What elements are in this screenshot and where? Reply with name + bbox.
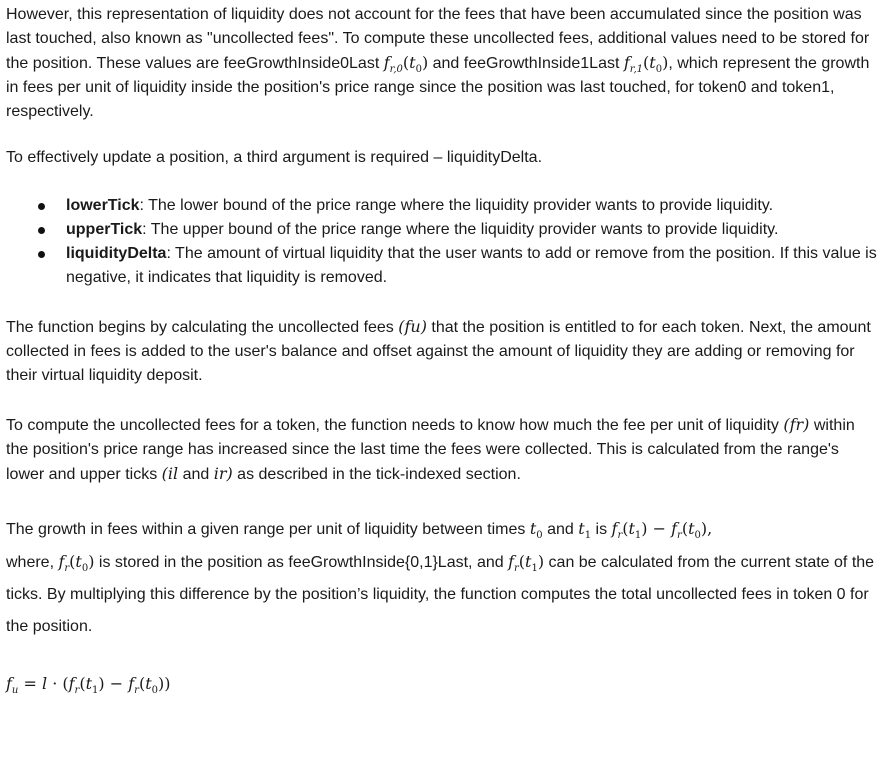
math-fr-t1: $f_r(t_1)$	[508, 552, 545, 574]
paragraph-growth-in-fees: The growth in fees within a given range per unit of liquidity between times $t_0$ and $t_1$ is $f_r(t_1) - f_r(t_0)$, where, $f_r(t_0)$ is stored in the position as feeGrowthInside{0,1}Last, and $f_r(t_1)$ can be calculated from the current state of the ticks. By multiplying this difference by the position’s liquidity, the function computes the total uncollected fees in token 0 for the position.	[6, 519, 875, 635]
list-item-upper-tick: upperTick: The upper bound of the price range where the liquidity provider wants to provide liquidity.	[66, 218, 878, 242]
math-fu: (fu)	[398, 317, 427, 336]
math-t1: $t_1$	[578, 519, 592, 541]
equation-uncollected-fees: $f_u = l \cdot (f_r(t_1) - f_r(t_0))$	[6, 674, 171, 696]
paragraph-uncollected-fees: However, this representation of liquidity does not account for the fees that have been accumulated since the position was last touched, also known as "uncollected fees". To compute these uncollected fees, additional values need to be stored for the position. These values are feeGrowthInside0Last $f_{r,0}(t_0)$ and feeGrowthInside1Last $f_{r,1}(t_0)$, which represent the growth in fees per unit of liquidity inside the position's price range since the position was last touched, for token0 and token1, respectively.	[6, 6, 870, 120]
paragraph-function-begins: The function begins by calculating the uncollected fees (fu) that the position is entitled to for each token. Next, the amount collected in fees is added to the user's balance and offset against the amount of liquidity they are adding or removing for their virtual liquidity deposit.	[6, 317, 871, 384]
math-growth-difference: $f_r(t_1) - f_r(t_0)$,	[611, 519, 713, 541]
paragraph-third-argument: To effectively update a position, a third argument is required – liquidityDelta.	[6, 149, 543, 166]
list-item-liquidity-delta: liquidityDelta: The amount of virtual liquidity that the user wants to add or remove from the position. If this value is negative, it indicates that liquidity is removed.	[66, 242, 878, 290]
list-item-lower-tick: lowerTick: The lower bound of the price range where the liquidity provider wants to provide liquidity.	[66, 194, 878, 218]
math-fr-t0: $f_r(t_0)$	[58, 552, 95, 574]
document-body	[6, 3, 878, 700]
paragraph-compute-fees: To compute the uncollected fees for a token, the function needs to know how much the fee per unit of liquidity (fr) within the position's price range has increased since the last time the fees were collected. This is calculated from the range's lower and upper ticks (il and ir) as described in the tick-indexed section.	[6, 415, 855, 483]
math-f-r0-t0: $f_{r,0}(t_0)$	[383, 53, 429, 75]
math-il: (il	[161, 464, 179, 483]
math-f-r1-t0: $f_{r,1}(t_0)$	[623, 53, 669, 75]
math-fr: (fr)	[783, 415, 810, 434]
math-t0: $t_0$	[529, 519, 543, 541]
math-ir: ir)	[213, 464, 233, 483]
argument-list	[6, 194, 878, 290]
